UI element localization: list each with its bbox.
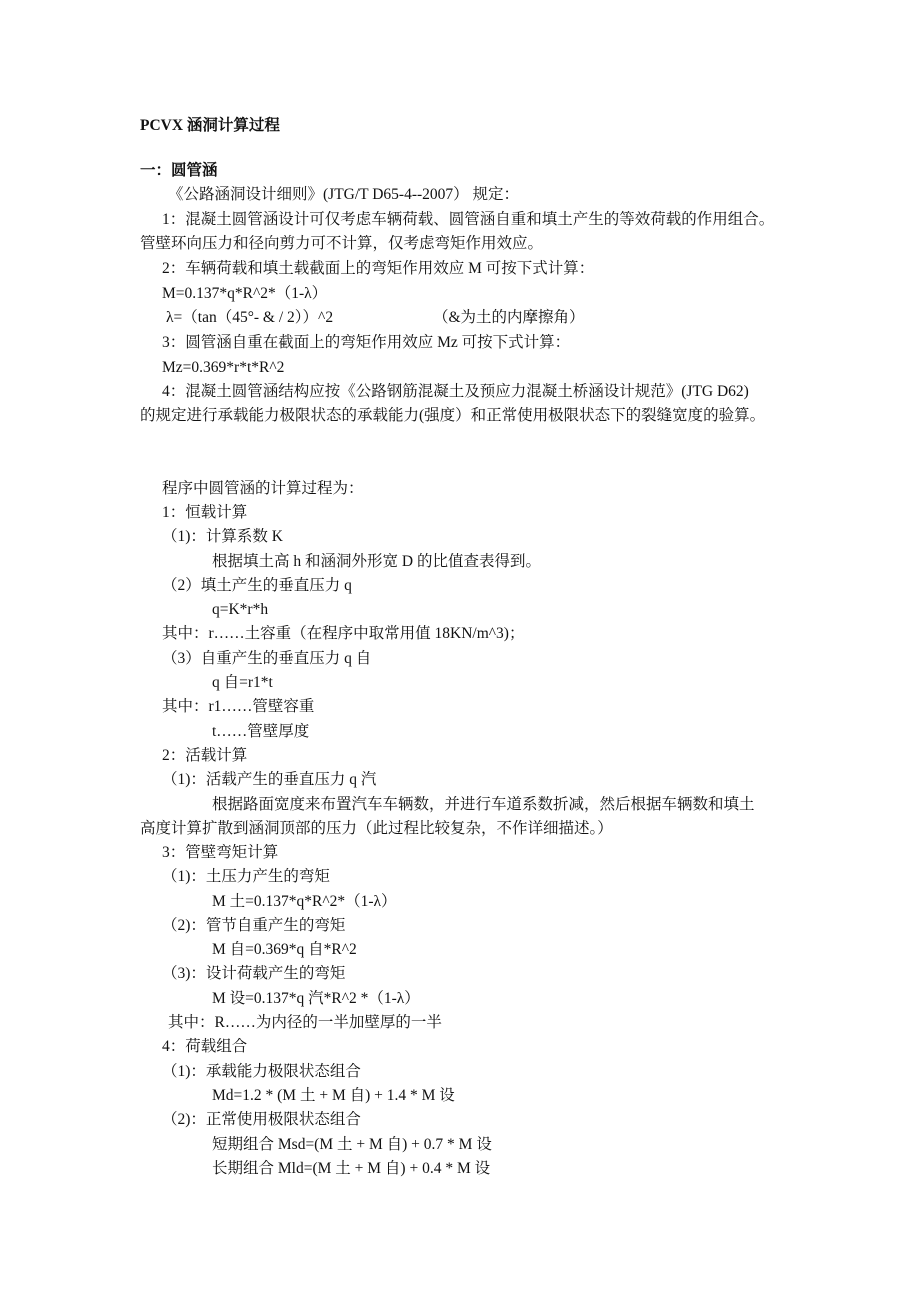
step-3-1: （1)：土压力产生的弯矩 [162,868,330,885]
step-4-1: （1)：承载能力极限状态组合 [162,1063,361,1080]
step-1-2-formula: q=K*r*h [212,601,269,618]
step-3-1-formula: M 土=0.137*q*R^2*（1-λ） [212,893,397,910]
step-1-3-formula: q 自=r1*t [212,674,273,691]
formula-moment: M=0.137*q*R^2*（1-λ） [162,285,328,302]
step-1-dead-load: 1：恒载计算 [162,504,248,521]
step-3-3: （3)：设计荷载产生的弯矩 [162,965,346,982]
step-2-1-desc-line-2: 高度计算扩散到涵洞顶部的压力（此过程比较复杂，不作详细描述。） [140,820,613,837]
step-3-3-formula: M 设=0.137*q 汽*R^2 *（1-λ） [212,990,420,1007]
process-intro: 程序中圆管涵的计算过程为： [162,480,364,497]
step-1-3-note-2: t……管壁厚度 [212,723,310,740]
step-1-3: （3）自重产生的垂直压力 q 自 [162,650,372,667]
para-1-line-2: 管壁环向压力和径向剪力可不计算，仅考虑弯矩作用效应。 [140,235,544,252]
step-1-1-desc: 根据填土高 h 和涵洞外形宽 D 的比值查表得到。 [212,553,541,570]
section-heading-round-culvert: 一：圆管涵 [140,162,218,179]
spec-reference: 《公路涵洞设计细则》(JTG/T D65-4--2007） 规定： [168,186,520,203]
step-1-3-note-1: 其中：r1……管壁容重 [162,698,315,715]
para-2: 2：车辆荷载和填土载截面上的弯矩作用效应 M 可按下式计算： [162,260,595,277]
para-1-line-1: 1：混凝土圆管涵设计可仅考虑车辆荷载、圆管涵自重和填土产生的等效荷载的作用组合。 [162,211,775,228]
step-4-2-long-term: 长期组合 Mld=(M 土 + M 自) + 0.4 * M 设 [212,1160,491,1177]
para-4-line-2: 的规定进行承载能力极限状态的承载能力(强度）和正常使用极限状态下的裂缝宽度的验算。 [140,407,766,424]
step-2-1: （1)：活载产生的垂直压力 q 汽 [162,771,377,788]
step-3-wall-moment: 3：管壁弯矩计算 [162,844,279,861]
step-2-live-load: 2：活载计算 [162,747,248,764]
step-3-note: 其中：R……为内径的一半加壁厚的一半 [168,1014,442,1031]
step-2-1-desc-line-1: 根据路面宽度来布置汽车车辆数，并进行车道系数折减，然后根据车辆数和填土 [212,796,755,813]
step-1-2-note: 其中：r……土容重（在程序中取常用值 18KN/m^3)； [162,625,525,642]
para-3: 3：圆管涵自重在截面上的弯矩作用效应 Mz 可按下式计算： [162,334,571,351]
step-1-1: （1)：计算系数 K [162,528,283,545]
step-4-2: （2)：正常使用极限状态组合 [162,1111,361,1128]
formula-lambda: λ=（tan（45°- & / 2））^2 [166,309,334,326]
step-4-load-combination: 4：荷载组合 [162,1038,248,1055]
para-4-line-1: 4：混凝土圆管涵结构应按《公路钢筋混凝土及预应力混凝土桥涵设计规范》(JTG D62) [162,383,749,400]
step-3-2: （2)：管节自重产生的弯矩 [162,917,346,934]
formula-self-weight: Mz=0.369*r*t*R^2 [162,359,285,376]
step-3-2-formula: M 自=0.369*q 自*R^2 [212,941,357,958]
doc-title: PCVX 涵洞计算过程 [140,117,280,134]
step-1-2: （2）填土产生的垂直压力 q [162,577,352,594]
step-4-1-formula: Md=1.2 * (M 土 + M 自) + 1.4 * M 设 [212,1087,455,1104]
formula-lambda-note: （&为土的内摩擦角） [433,309,585,326]
step-4-2-short-term: 短期组合 Msd=(M 土 + M 自) + 0.7 * M 设 [212,1136,492,1153]
